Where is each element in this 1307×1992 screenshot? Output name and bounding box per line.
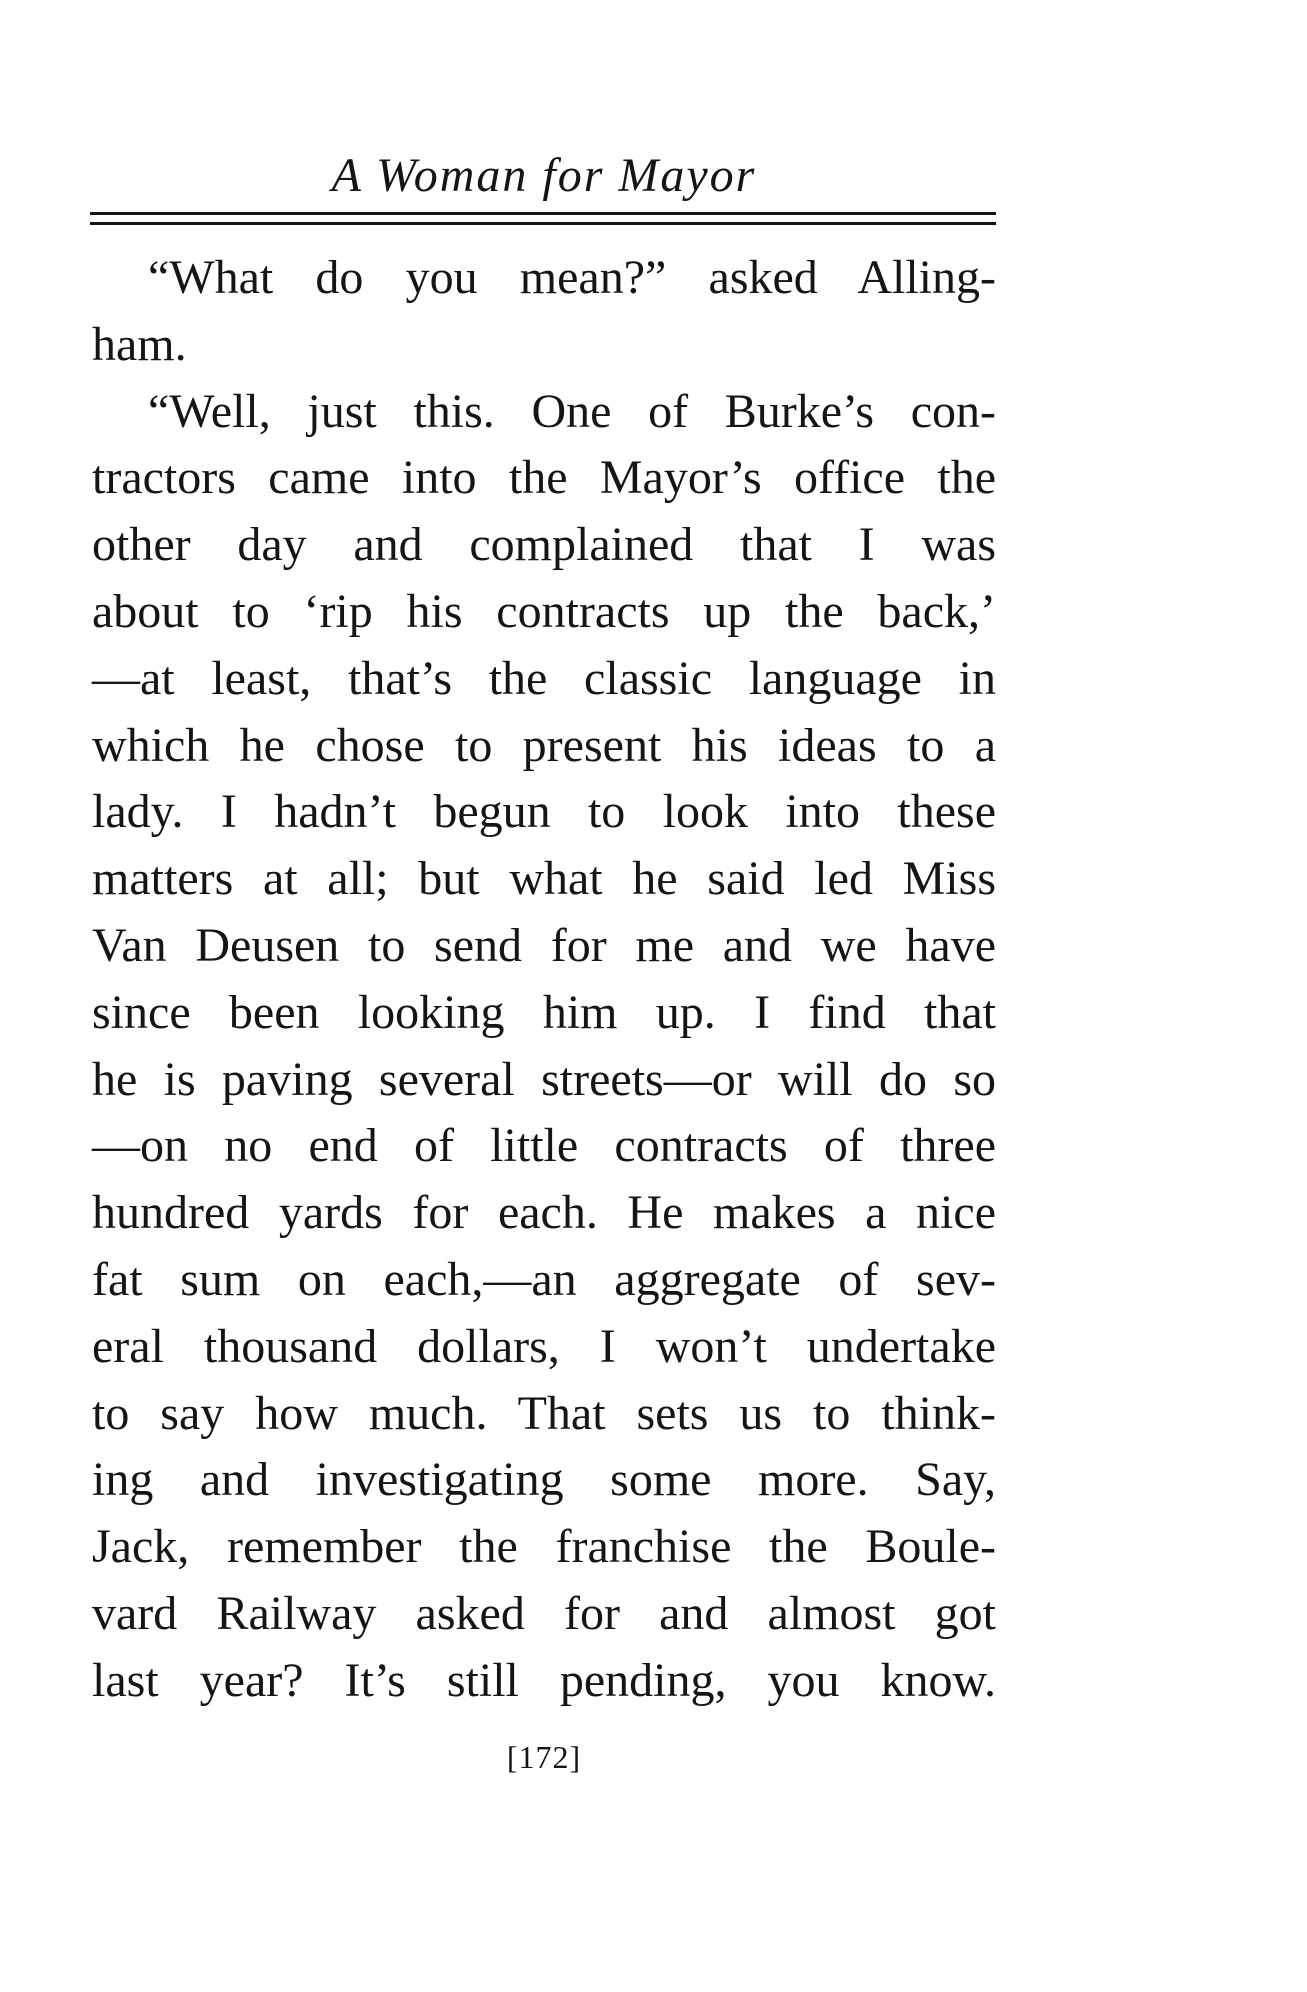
text-line: —at least, that’s the classic language in: [92, 651, 996, 705]
text-line: which he chose to present his ideas to a: [92, 718, 996, 772]
text-line: ham.: [92, 317, 187, 371]
text-line: lady. I hadn’t begun to look into these: [92, 785, 996, 839]
text-line: ing and investigating some more. Say,: [92, 1453, 996, 1507]
header-rule-second: [90, 222, 996, 225]
text-line: vard Railway asked for and almost got: [92, 1586, 996, 1640]
text-line: tractors came into the Mayor’s office the: [92, 451, 996, 505]
text-line: eral thousand dollars, I won’t undertake: [92, 1319, 996, 1373]
body-text: [92, 245, 996, 1715]
running-head: A Woman for Mayor: [331, 149, 757, 202]
text-line: he is paving several streets—or will do so: [92, 1052, 996, 1106]
text-line: “What do you mean?” asked Alling-: [148, 251, 996, 304]
text-line: —on no end of little contracts of three: [92, 1119, 996, 1173]
text-line: Jack, remember the franchise the Boule-: [92, 1520, 996, 1574]
text-line: about to ‘rip his contracts up the back,’: [92, 584, 996, 638]
text-line: “Well, just this. One of Burke’s con-: [148, 384, 996, 438]
header-rule: [90, 212, 996, 215]
text-line: to say how much. That sets us to think-: [92, 1386, 996, 1440]
text-line: last year? It’s still pending, you know.: [92, 1653, 996, 1707]
text-line: since been looking him up. I find that: [92, 985, 996, 1039]
text-line: hundred yards for each. He makes a nice: [92, 1186, 996, 1240]
page-number: [172]: [506, 1739, 582, 1775]
text-line: Van Deusen to send for me and we have: [92, 918, 996, 972]
text-line: fat sum on each,—an aggregate of sev-: [92, 1252, 996, 1306]
text-line: matters at all; but what he said led Miss: [92, 852, 996, 906]
text-line: other day and complained that I was: [92, 518, 996, 572]
